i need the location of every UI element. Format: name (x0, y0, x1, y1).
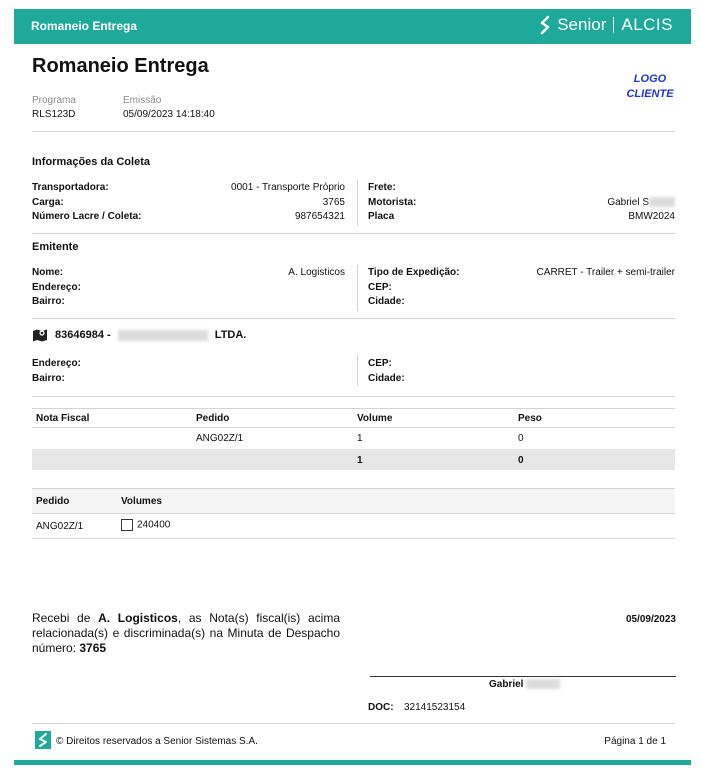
nf-total-row (32, 449, 675, 470)
emitente-bairro-label: Bairro: (32, 296, 65, 307)
brand-senior: Senior (557, 15, 607, 34)
section-coleta-title: Informações da Coleta (32, 156, 150, 168)
nf-header-volume: Volume (357, 413, 393, 424)
receipt-part-2: , as Nota(s) fiscal(is) acima relacionada(s) e discriminada(s) na Minuta de Despacho número: (32, 611, 340, 655)
header-bar (14, 9, 691, 44)
destinatario-cep-label: CEP: (368, 358, 392, 369)
redacted-text (526, 679, 560, 689)
table-border (32, 408, 675, 409)
receipt-number: 3765 (79, 641, 107, 655)
frete-label: Frete: (368, 182, 396, 193)
nf-cell-volume: 1 (357, 433, 363, 444)
pedidos-header-volumes: Volumes (121, 496, 162, 507)
motorista-value: Gabriel S (607, 197, 649, 208)
motorista-row (500, 197, 675, 208)
receipt-text (32, 611, 340, 656)
pedidos-header-pedido: Pedido (36, 496, 70, 507)
client-logo: LOGO CLIENTE (626, 73, 674, 100)
emitente-cidade-label: Cidade: (368, 296, 405, 307)
transportadora-label: Transportadora: (32, 182, 109, 193)
table-border (32, 488, 675, 489)
signature-line (370, 676, 676, 677)
nf-total-peso: 0 (518, 455, 524, 466)
senior-footer-icon (35, 731, 51, 749)
receipt-part-1: Recebi de (32, 611, 99, 625)
map-icon (32, 328, 48, 347)
destinatario-cidade-label: Cidade: (368, 373, 405, 384)
doc-value: 32141523154 (404, 702, 466, 713)
receipt-date: 05/09/2023 (625, 614, 676, 625)
emitente-nome-label: Nome: (32, 267, 64, 278)
signer (489, 679, 560, 690)
destinatario-suffix: LTDA. (214, 329, 247, 341)
carga-value: 3765 (322, 197, 345, 208)
redacted-text (649, 197, 675, 207)
carga-label: Carga: (32, 197, 64, 208)
divider (32, 131, 675, 132)
footer-page: Página 1 de 1 (604, 736, 666, 747)
divider (32, 723, 675, 724)
pedidos-cell-volume (121, 519, 170, 531)
brand-logo (538, 15, 673, 35)
programa-value: RLS123D (32, 109, 76, 120)
tipo-expedicao-label: Tipo de Expedição: (368, 267, 460, 278)
emissao-label: Emissão (123, 95, 162, 106)
nf-cell-pedido: ANG02Z/1 (196, 433, 244, 444)
brand-alcis: ALCIS (621, 15, 673, 34)
nf-header-nota-fiscal: Nota Fiscal (36, 413, 90, 424)
header-title: Romaneio Entrega (31, 19, 138, 33)
volume-checkbox[interactable] (121, 519, 133, 531)
volume-value: 240400 (137, 519, 171, 531)
divider (32, 396, 675, 397)
column-divider (357, 265, 358, 311)
pedidos-cell-pedido: ANG02Z/1 (36, 521, 84, 532)
nf-cell-peso: 0 (518, 433, 524, 444)
table-border (32, 427, 675, 428)
nf-total-volume: 1 (357, 455, 363, 466)
senior-logo-icon (538, 15, 552, 35)
lacre-value: 987654321 (294, 211, 345, 222)
receipt-company: A. Logisticos (98, 611, 178, 625)
signer-name: Gabriel (489, 679, 524, 690)
destinatario-code: 83646984 - (55, 329, 111, 341)
nf-header-peso: Peso (518, 413, 542, 424)
emitente-endereco-label: Endereço: (32, 282, 81, 293)
destinatario-endereco-label: Endereço: (32, 358, 81, 369)
destinatario-header (55, 329, 246, 341)
divider (32, 318, 675, 319)
lacre-label: Número Lacre / Coleta: (32, 211, 142, 222)
emitente-nome-value: A. Logisticos (288, 267, 345, 278)
redacted-text (118, 330, 208, 341)
tipo-expedicao-value: CARRET - Trailer + semi-trailer (536, 267, 675, 278)
column-divider (357, 180, 358, 226)
divider (32, 233, 675, 234)
motorista-label: Motorista: (368, 197, 417, 208)
footer-copyright: © Direitos reservados a Senior Sistemas S.A. (56, 736, 258, 747)
destinatario-bairro-label: Bairro: (32, 373, 65, 384)
placa-value: BMW2024 (628, 211, 675, 222)
nf-header-pedido: Pedido (196, 413, 230, 424)
table-border (32, 538, 675, 539)
footer-bar (14, 760, 691, 765)
doc-label: DOC: (368, 702, 394, 713)
programa-label: Programa (32, 95, 76, 106)
table-border (32, 513, 675, 514)
emitente-cep-label: CEP: (368, 282, 392, 293)
section-emitente-title: Emitente (32, 241, 79, 253)
column-divider (357, 355, 358, 386)
emissao-value: 05/09/2023 14:18:40 (123, 109, 215, 120)
page-title: Romaneio Entrega (32, 55, 209, 77)
transportadora-value: 0001 - Transporte Próprio (231, 182, 345, 193)
placa-label: Placa (368, 211, 395, 222)
brand-divider (613, 17, 614, 33)
